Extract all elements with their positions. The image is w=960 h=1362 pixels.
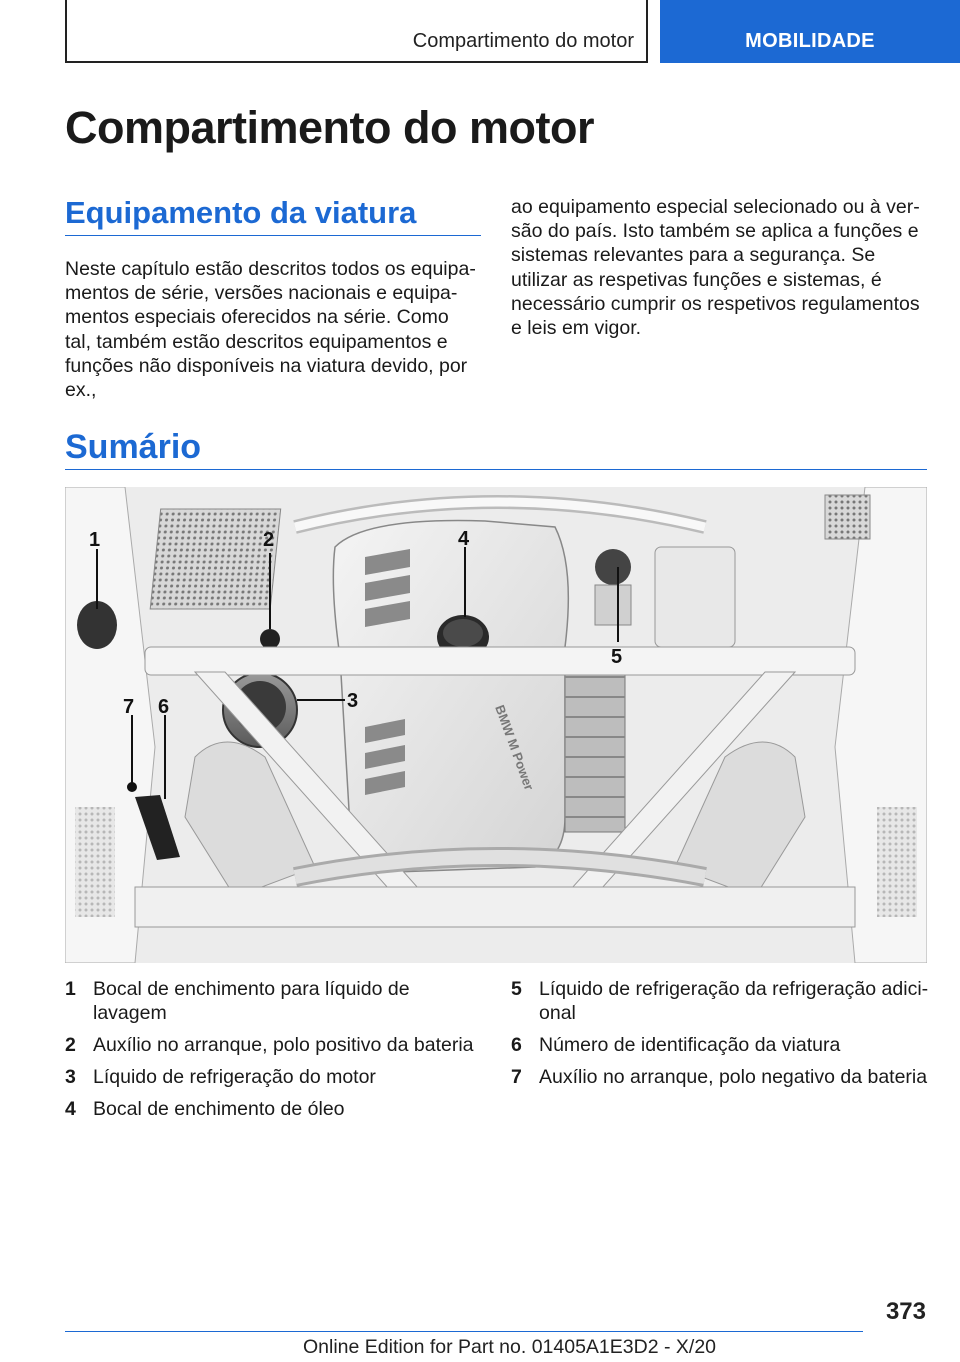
- legend-number: 4: [65, 1098, 76, 1120]
- legend-number: 3: [65, 1066, 76, 1088]
- figure-label-6: 6: [158, 696, 170, 718]
- page-title: Compartimento do motor: [65, 102, 594, 153]
- figure-label-7: 7: [123, 696, 135, 718]
- footer-edition: Online Edition for Part no. 01405A1E3D2 - X/20: [303, 1336, 717, 1358]
- legend-left: [65, 977, 485, 1129]
- section-tab: MOBILIDADE: [660, 0, 960, 63]
- figure-label-5: 5: [611, 646, 623, 668]
- equipment-paragraph-col2: ao equipamento especial selecionado ou à versão do país. Isto também se aplica a funções e sistemas relevantes para a segurança. Se utilizar as respetivas funções e sistemas, é necessário cumprir os respetivos regulamentos e leis em vigor.: [511, 196, 920, 340]
- figure-label-4: 4: [458, 528, 470, 550]
- figure-label-3: 3: [347, 690, 359, 712]
- legend-item: [65, 1097, 485, 1121]
- legend-text: Líquido de refrigeração da refrigeração adicional: [539, 978, 929, 1024]
- equipment-paragraph-col1: Neste capítulo estão descritos todos os equipamentos de série, versões nacionais e equipamentos especiais oferecidos na série. Como tal, também estão descritos equipamentos e funções não disponíveis na viatura devido, por ex.,: [65, 258, 476, 402]
- legend-item: [65, 977, 485, 1025]
- footer-rule: [65, 1331, 863, 1332]
- page-number: 373: [885, 1298, 926, 1325]
- legend-text: Bocal de enchimento para líquido de lavagem: [93, 978, 410, 1024]
- legend-text: Número de identificação da viatura: [539, 1034, 841, 1056]
- engine-bay-figure: [65, 487, 927, 963]
- running-header-chapter: Compartimento do motor: [412, 30, 634, 52]
- summary-heading-rule: [65, 469, 927, 470]
- engine-bay-illustration: [65, 487, 927, 963]
- legend-item: [65, 1065, 485, 1089]
- legend-text: Bocal de enchimento de óleo: [93, 1098, 345, 1120]
- legend-number: 6: [511, 1034, 522, 1056]
- legend-number: 7: [511, 1066, 522, 1088]
- legend-number: 5: [511, 978, 522, 1000]
- running-header-box: [65, 0, 648, 63]
- legend-item: [511, 977, 931, 1025]
- equipment-heading: Equipamento da viatura: [65, 195, 417, 230]
- equipment-heading-rule: [65, 235, 481, 236]
- legend-item: [511, 1033, 931, 1057]
- legend-item: [511, 1065, 931, 1089]
- legend-text: Auxílio no arranque, polo negativo da bateria: [539, 1066, 928, 1088]
- figure-label-1: 1: [89, 529, 101, 551]
- legend-number: 2: [65, 1034, 76, 1056]
- legend-item: [65, 1033, 485, 1057]
- summary-heading: Sumário: [65, 428, 202, 466]
- legend-text: Auxílio no arranque, polo positivo da bateria: [93, 1034, 474, 1056]
- figure-label-2: 2: [263, 529, 275, 551]
- engine-cover-logo: BMW M Power: [492, 702, 537, 793]
- legend-text: Líquido de refrigeração do motor: [93, 1066, 376, 1088]
- legend-right: [511, 977, 931, 1097]
- legend-number: 1: [65, 978, 76, 1000]
